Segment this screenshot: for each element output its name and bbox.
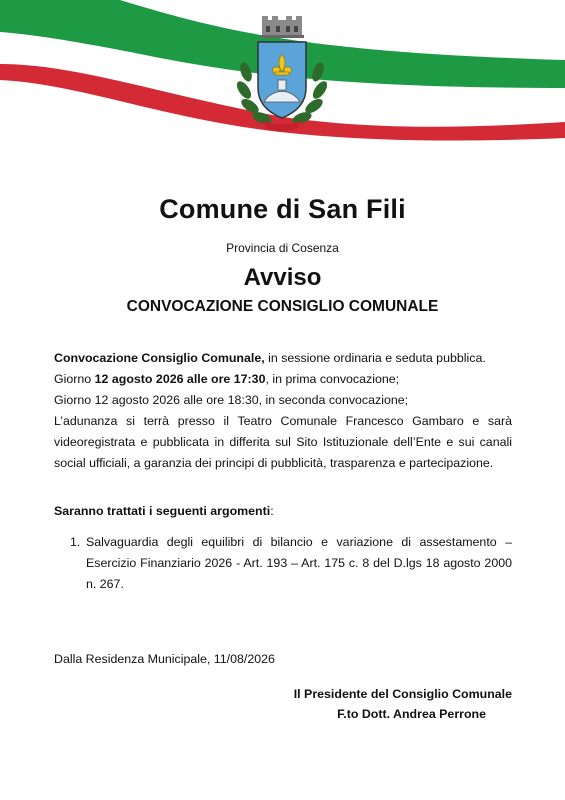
place-date: Dalla Residenza Municipale, 11/08/2026	[54, 652, 275, 666]
first-call-datetime: 12 agosto 2026 alle ore 17:30	[94, 372, 266, 386]
coat-of-arms-emblem	[232, 14, 332, 136]
topic-number: 1.	[70, 535, 81, 549]
page-title: Comune di San Fili	[159, 194, 406, 224]
topic-text: Salvaguardia degli equilibri di bilancio e variazione di assestamento – Esercizio Finanziario 2026 - Art. 193 – Art. 175 c. 8 del D.lgs 18 agosto 2000 n. 267.	[86, 535, 512, 591]
session-label: Convocazione Consiglio Comunale,	[54, 351, 265, 365]
first-call-paragraph	[54, 369, 512, 390]
first-call-prefix: Giorno	[54, 372, 95, 386]
session-paragraph	[54, 348, 512, 369]
notice-body	[54, 348, 512, 474]
topic-item	[54, 532, 512, 595]
signatory-role: Il Presidente del Consiglio Comunale	[293, 687, 512, 701]
topics-list	[54, 532, 512, 595]
topics-heading	[54, 504, 274, 518]
first-call-suffix: , in prima convocazione;	[265, 372, 400, 386]
notice-heading: Avviso	[243, 264, 322, 291]
crown-icon	[260, 16, 304, 38]
signature-block	[250, 684, 512, 724]
topics-heading-text: Saranno trattati i seguenti argomenti	[54, 504, 271, 518]
session-details: in sessione ordinaria e seduta pubblica.	[264, 351, 486, 365]
venue-paragraph: L’adunanza si terrà presso il Teatro Comunale Francesco Gambaro e sarà videoregistrata e pubblicata in differita sul Sito Istituzionale dell’Ente e sui canali social ufficiali, a garanzia dei principi di pubblicità, trasparenza e partecipazione.	[54, 414, 512, 470]
signatory-name: F.to Dott. Andrea Perrone	[337, 707, 486, 721]
notice-subject: CONVOCAZIONE CONSIGLIO COMUNALE	[126, 298, 439, 315]
topics-heading-colon: :	[270, 504, 274, 518]
province-label: Provincia di Cosenza	[226, 241, 339, 255]
second-call-paragraph: Giorno 12 agosto 2026 alle ore 18:30, in seconda convocazione;	[54, 393, 409, 407]
